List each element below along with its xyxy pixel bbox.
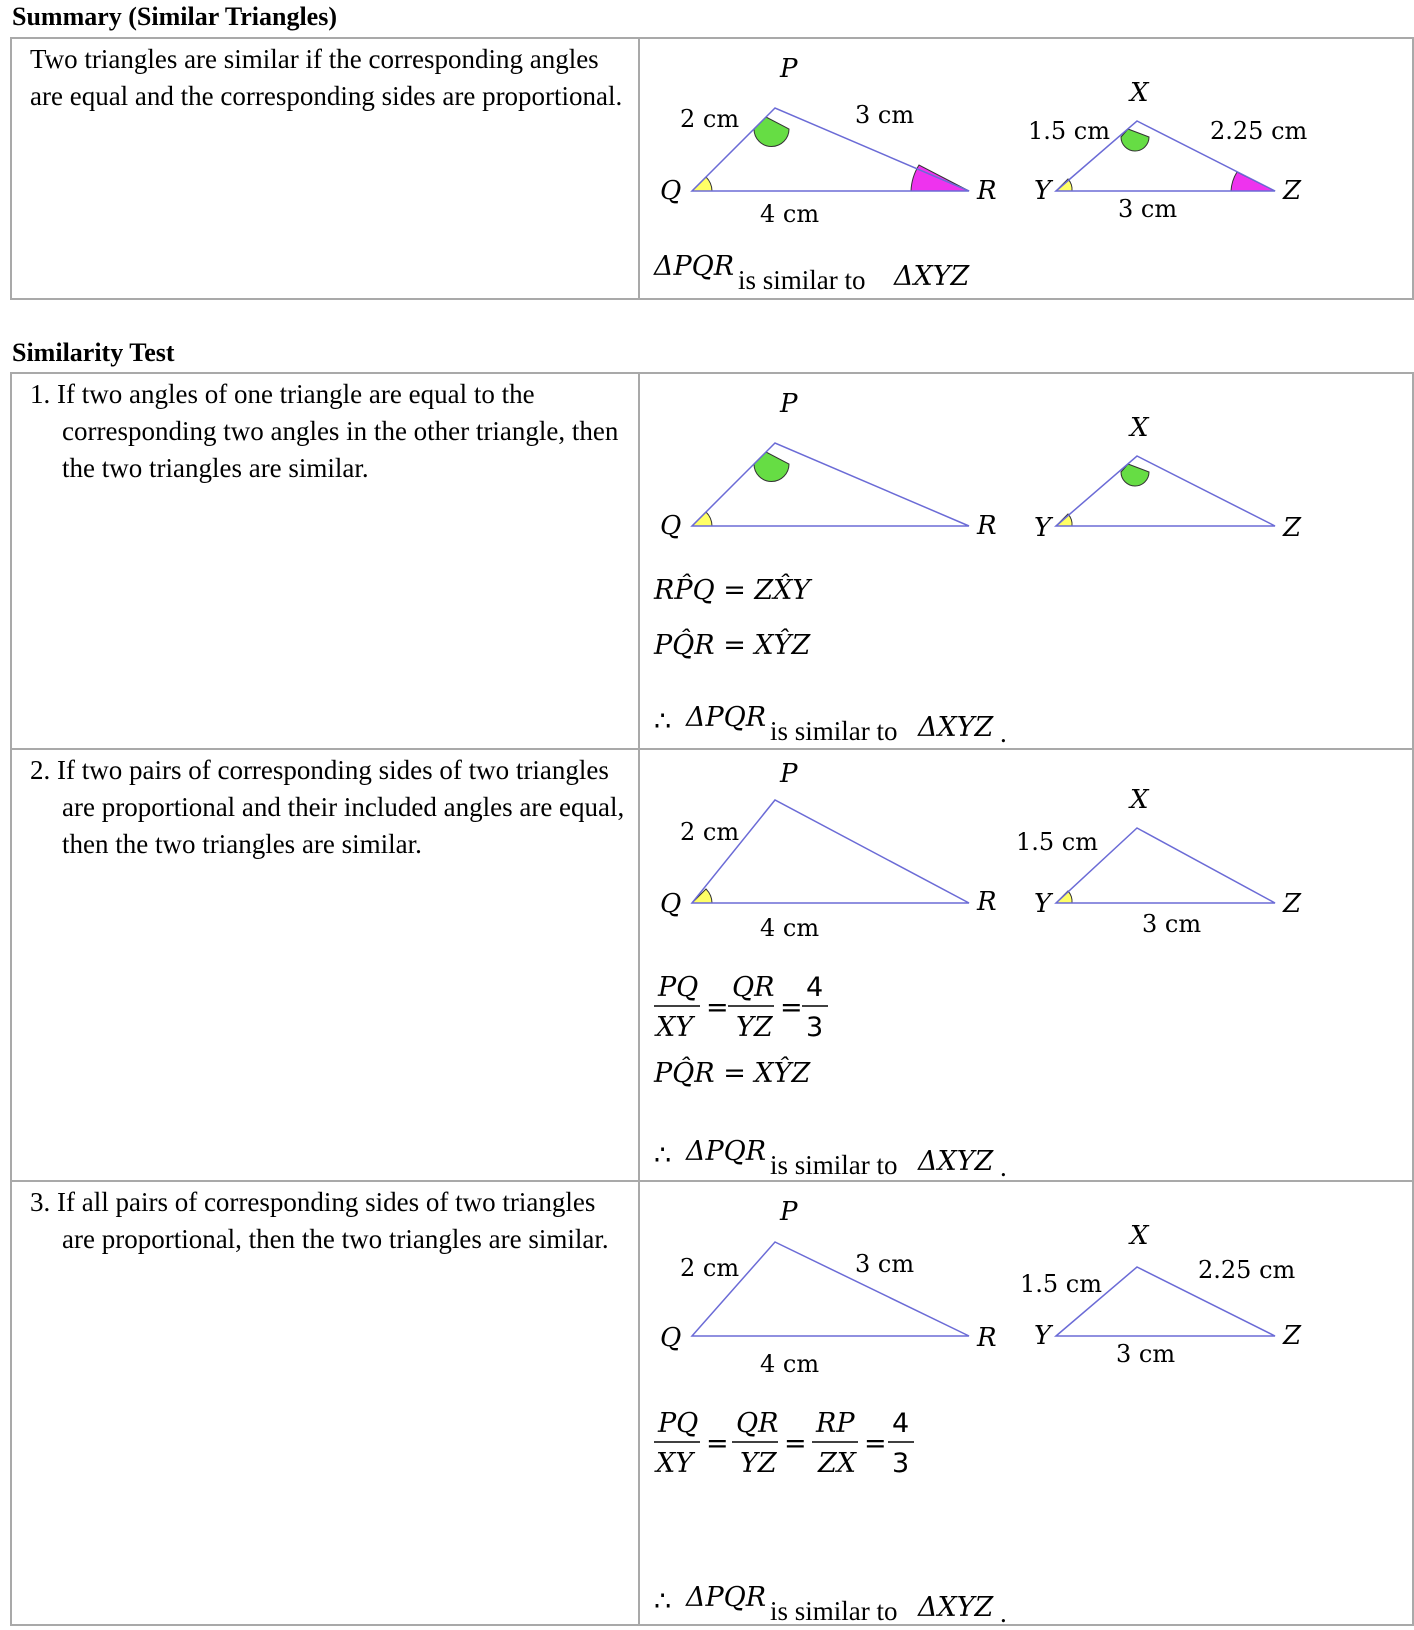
label-y: Y: [1034, 176, 1052, 206]
test-2-conclusion: ∴ ΔPQR is similar to ΔXYZ .: [654, 1136, 1007, 1180]
fraction-1-numerator: PQ: [658, 972, 699, 1003]
svg-text:=: =: [780, 992, 803, 1023]
measure-pq: 2 cm: [680, 818, 740, 846]
fraction-3-numerator: 4: [806, 972, 824, 1003]
summary-text: Two triangles are similar if the corresponding angles are equal and the corresponding sides are proportional.: [30, 44, 623, 111]
angle-equation-1: RP̂Q = ZX̂Y: [654, 575, 811, 606]
fraction-3-denominator: 3: [806, 1012, 824, 1043]
fraction-2-denominator: YZ: [740, 1448, 777, 1479]
label-x: X: [1130, 78, 1149, 108]
test-3-text-cell: [12, 1182, 640, 1624]
summary-row: [12, 39, 1412, 298]
angle-p-marker: [754, 117, 789, 147]
test-1-text-cell: [12, 374, 640, 748]
label-p: P: [780, 389, 798, 419]
label-r: R: [977, 511, 997, 541]
measure-qr: 4 cm: [760, 914, 820, 942]
label-q: Q: [660, 889, 682, 919]
angle-p-marker: [754, 452, 789, 482]
svg-text:=: =: [784, 1428, 807, 1459]
test-1-conclusion: ∴ ΔPQR is similar to ΔXYZ .: [654, 702, 1007, 748]
summary-table: [10, 37, 1414, 300]
summary-heading: Summary (Similar Triangles): [12, 2, 337, 31]
label-z: Z: [1283, 513, 1302, 543]
angle-equation-2: PQ̂R = XŶZ: [654, 630, 811, 661]
triangle-xyz: [1056, 456, 1275, 526]
test-row-1: [12, 374, 1412, 748]
summary-figure: [640, 39, 1412, 298]
label-r: R: [977, 887, 997, 917]
test-3-text: 3. If all pairs of corresponding sides of two triangles are proportional, then the two triangles are similar.: [30, 1187, 609, 1254]
fraction-1-numerator: PQ: [658, 1408, 699, 1439]
label-p: P: [780, 759, 798, 789]
label-z: Z: [1283, 889, 1302, 919]
test-3-figure-cell: [640, 1182, 1412, 1624]
label-z: Z: [1283, 1321, 1302, 1351]
fraction-2-denominator: YZ: [736, 1012, 773, 1043]
summary-figure-cell: [640, 39, 1412, 298]
label-r: R: [977, 176, 997, 206]
test-3-conclusion: ∴ ΔPQR is similar to ΔXYZ .: [654, 1582, 1007, 1624]
fraction-1-denominator: XY: [656, 1448, 694, 1479]
triangle-pqr: [692, 800, 969, 903]
test-1-figure-cell: [640, 374, 1412, 748]
measure-yz: 3 cm: [1118, 195, 1178, 223]
measure-yz: 3 cm: [1142, 910, 1202, 938]
label-x: X: [1130, 1221, 1149, 1251]
test-1-text: 1. If two angles of one triangle are equal to the corresponding two angles in the other triangle, then the two triangles are similar.: [30, 379, 619, 483]
test-2-text-cell: [12, 750, 640, 1180]
similarity-table: [10, 372, 1414, 1626]
test-1-figure: [640, 374, 1412, 748]
similarity-heading: Similarity Test: [12, 338, 175, 367]
measure-yz: 3 cm: [1116, 1340, 1176, 1368]
summary-conclusion: ΔPQR is similar to ΔXYZ: [654, 251, 970, 295]
label-y: Y: [1034, 513, 1052, 543]
fraction-4-denominator: 3: [892, 1448, 910, 1479]
label-q: Q: [660, 511, 682, 541]
svg-text:=: =: [864, 1428, 887, 1459]
measure-qr: 4 cm: [760, 1350, 820, 1378]
label-p: P: [780, 54, 798, 84]
summary-text-cell: [12, 39, 640, 298]
fraction-4-numerator: 4: [892, 1408, 910, 1439]
fraction-1-denominator: XY: [656, 1012, 694, 1043]
triangle-pqr: [692, 443, 969, 526]
label-r: R: [977, 1323, 997, 1353]
test-3-figure: [640, 1182, 1412, 1624]
measure-pq: 2 cm: [680, 1254, 740, 1282]
measure-xy: 1.5 cm: [1028, 117, 1110, 145]
label-q: Q: [660, 1323, 682, 1353]
fraction-2-numerator: QR: [732, 972, 775, 1003]
test-row-2: [12, 748, 1412, 1180]
fraction-2-numerator: QR: [736, 1408, 779, 1439]
side-ratio-equation: [654, 972, 828, 1043]
svg-text:=: =: [706, 992, 729, 1023]
measure-xz: 2.25 cm: [1210, 117, 1308, 145]
measure-xy: 1.5 cm: [1016, 828, 1098, 856]
label-q: Q: [660, 176, 682, 206]
test-2-figure-cell: [640, 750, 1412, 1180]
label-x: X: [1130, 413, 1149, 443]
label-z: Z: [1283, 176, 1302, 206]
measure-pr: 3 cm: [855, 101, 915, 129]
fraction-3-denominator: ZX: [818, 1448, 856, 1479]
measure-xz: 2.25 cm: [1198, 1256, 1296, 1284]
measure-pq: 2 cm: [680, 105, 740, 133]
side-ratio-equation: [654, 1408, 914, 1479]
angle-x-marker: [1121, 129, 1149, 151]
measure-xy: 1.5 cm: [1020, 1270, 1102, 1298]
measure-qr: 4 cm: [760, 200, 820, 228]
test-row-3: [12, 1180, 1412, 1624]
test-2-text: 2. If two pairs of corresponding sides of two triangles are proportional and their included angles are equal, then the two triangles are similar.: [30, 755, 625, 859]
label-y: Y: [1034, 889, 1052, 919]
label-x: X: [1130, 785, 1149, 815]
angle-equation: PQ̂R = XŶZ: [654, 1058, 811, 1089]
svg-text:=: =: [706, 1428, 729, 1459]
label-y: Y: [1034, 1321, 1052, 1351]
label-p: P: [780, 1197, 798, 1227]
fraction-3-numerator: RP: [816, 1408, 855, 1439]
angle-x-marker: [1121, 464, 1149, 486]
measure-pr: 3 cm: [855, 1250, 915, 1278]
test-2-figure: [640, 750, 1412, 1180]
